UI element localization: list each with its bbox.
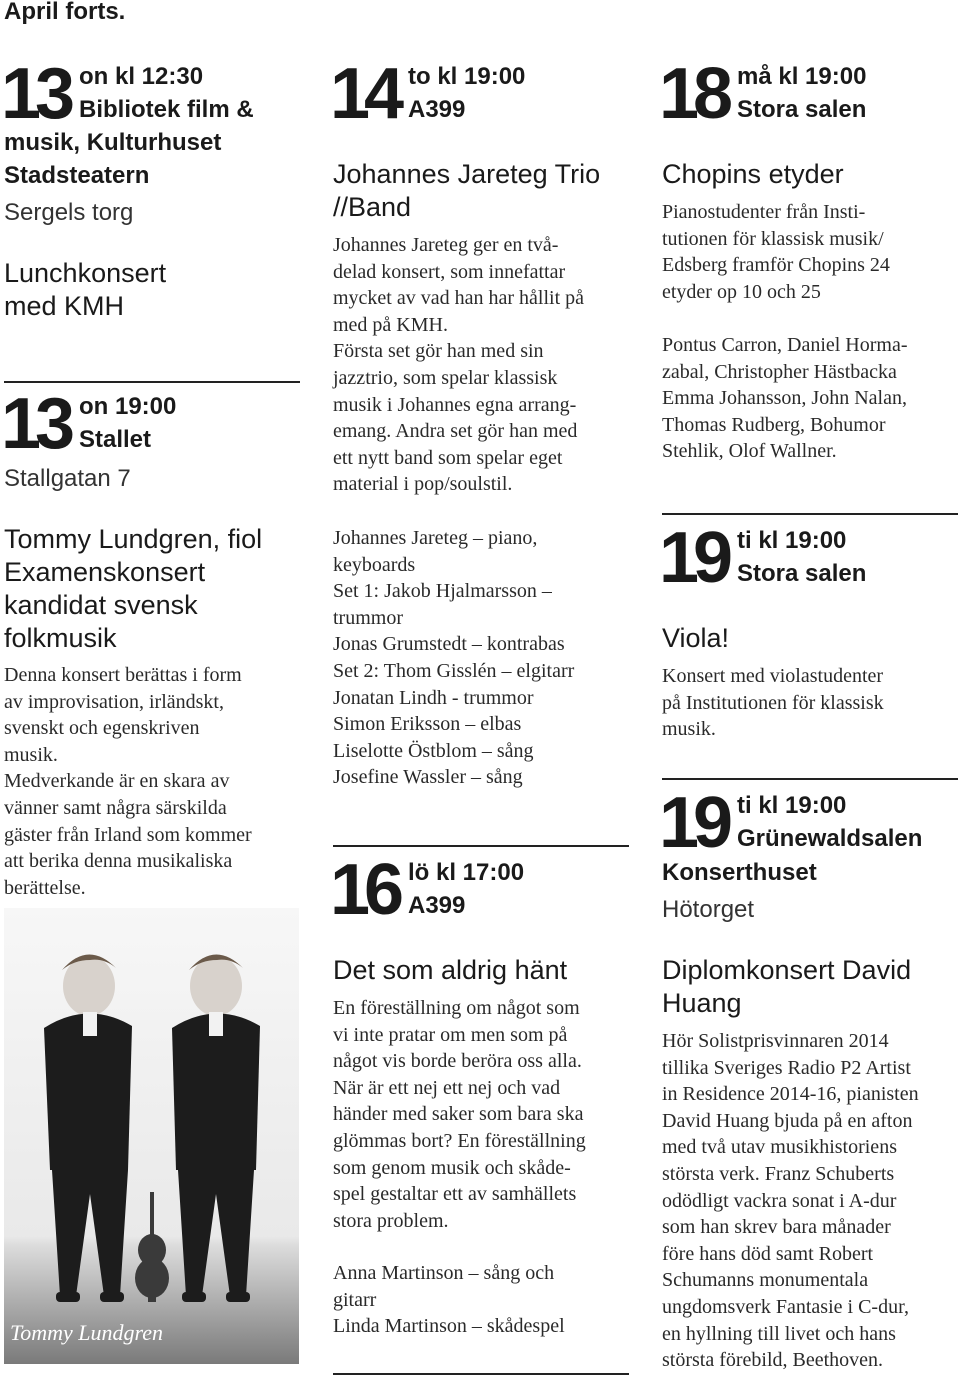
text-line: Första set gör han med sin <box>333 340 544 363</box>
text-line: som genom musik och skåde- <box>333 1156 571 1179</box>
text-line: ett nytt band som spelar eget <box>333 446 563 469</box>
event-title <box>333 954 567 987</box>
text-line: spel gestaltar ett av samhällets <box>333 1183 577 1206</box>
event-address: Sergels torg <box>4 199 134 226</box>
divider <box>662 513 958 515</box>
event-time: ti kl 19:00 <box>737 527 847 554</box>
credit-line: Johannes Jareteg – piano, <box>333 527 538 549</box>
event-time: lö kl 17:00 <box>408 859 525 886</box>
text-line: med två utav musikhistoriens <box>662 1136 897 1159</box>
divider <box>333 845 629 847</box>
event-time: on 19:00 <box>79 393 177 420</box>
event-title <box>662 622 729 655</box>
venue-line: musik, Kulturhuset <box>4 129 222 156</box>
text-line: vänner samt några särskilda <box>4 796 227 819</box>
text-line: in Residence 2014-16, pianisten <box>662 1083 919 1106</box>
credit-line: Linda Martinson – skådespel <box>333 1315 565 1338</box>
title-line: Tommy Lundgren, fiol <box>4 524 263 554</box>
event-title <box>4 523 262 655</box>
title-line: Huang <box>662 988 742 1018</box>
text-line: Schumanns monumentala <box>662 1269 869 1292</box>
title-line: Examenskonsert <box>4 557 206 587</box>
event-venue: Stora salen <box>737 560 867 587</box>
event-day-number: 18 <box>659 54 728 134</box>
event-day-number: 13 <box>1 54 70 134</box>
text-line: som han skrev bara månader <box>662 1216 891 1239</box>
event-address: Hötorget <box>662 896 755 923</box>
text-line: När är ett nej ett nej och vad <box>333 1076 561 1099</box>
event-title <box>4 257 166 323</box>
credit-line: Pontus Carron, Daniel Horma- <box>662 334 908 356</box>
text-line: glömmas bort? En föreställning <box>333 1129 586 1152</box>
text-line: emang. Andra set gör han med <box>333 420 578 443</box>
event-time: må kl 19:00 <box>737 63 867 90</box>
credit-line: Stehlik, Olof Wallner. <box>662 440 837 463</box>
text-line: tillika Sveriges Radio P2 Artist <box>662 1056 911 1079</box>
text-line: delad konsert, som innefattar <box>333 260 566 283</box>
text-line: odödligt vackra sonat i A-dur <box>662 1189 897 1212</box>
venue-line: Stadsteatern <box>4 162 150 189</box>
text-line: händer med saker som bara ska <box>333 1103 584 1126</box>
event-description <box>333 232 584 498</box>
event-time: on kl 12:30 <box>79 63 204 90</box>
venue-line: Konserthuset <box>662 859 817 886</box>
text-line: gäster från Irland som kommer <box>4 823 252 846</box>
text-line: Edsberg framför Chopins 24 <box>662 254 890 277</box>
event-venue: Stallet <box>79 426 152 453</box>
text-line: musik i Johannes egna arrang- <box>333 393 577 416</box>
text-line: Denna konsert berättas i form <box>4 664 242 686</box>
credit-line: Anna Martinson – sång och <box>333 1262 555 1284</box>
text-line: ungdomsverk Fantasie i C-dur, <box>662 1295 909 1318</box>
event-title <box>333 158 600 224</box>
event-venue: A399 <box>408 96 466 123</box>
text-line: musik. <box>662 718 716 741</box>
title-line: med KMH <box>4 291 125 321</box>
text-line: Hör Solistprisvinnaren 2014 <box>662 1030 889 1052</box>
text-line: berättelse. <box>4 876 86 899</box>
title-line: kandidat svensk <box>4 590 198 620</box>
credit-line: Josefine Wassler – sång <box>333 766 523 789</box>
event-credits <box>333 525 574 791</box>
text-line: Medverkande är en skara av <box>4 770 230 793</box>
divider <box>333 1373 629 1375</box>
text-line: Pianostudenter från Insti- <box>662 201 866 223</box>
credit-line: Set 2: Thom Gisslén – elgitarr <box>333 659 575 682</box>
event-day-number: 19 <box>659 783 728 863</box>
credit-line: Thomas Rudberg, Bohumor <box>662 413 886 436</box>
text-line: jazztrio, som spelar klassisk <box>333 366 558 389</box>
title-line: Johannes Jareteg Trio <box>333 159 601 189</box>
photo-caption: Tommy Lundgren <box>10 1320 164 1345</box>
text-line: svenskt och egenskriven <box>4 717 200 740</box>
text-line: mycket av vad han har hållit på <box>333 287 585 310</box>
event-description <box>662 663 884 743</box>
event-credits <box>333 1260 565 1340</box>
event-venue: A399 <box>408 892 466 919</box>
event-venue: Bibliotek film & <box>79 96 254 123</box>
text-line: före hans död samt Robert <box>662 1242 874 1265</box>
event-credits <box>662 332 908 465</box>
event-address: Stallgatan 7 <box>4 465 131 492</box>
event-venue-extra <box>662 856 817 889</box>
credit-line: Jonatan Lindh - trummor <box>333 686 534 709</box>
text-line: på Institutionen för klassisk <box>662 691 884 714</box>
credit-line: Simon Eriksson – elbas <box>333 713 522 736</box>
event-description <box>662 1028 919 1374</box>
text-line: vi inte pratar om men som på <box>333 1023 568 1046</box>
text-line: David Huang bjuda på en afton <box>662 1109 913 1132</box>
text-line: En föreställning om något som <box>333 997 580 1019</box>
text-line: Johannes Jareteg ger en två- <box>333 234 559 256</box>
credit-line: keyboards <box>333 553 416 576</box>
event-description <box>4 662 252 901</box>
title-line: Chopins etyder <box>662 159 844 189</box>
text-line: etyder op 10 och 25 <box>662 280 821 303</box>
photo-illustration <box>4 908 299 1364</box>
event-day-number: 14 <box>330 54 399 134</box>
event-venue-extra <box>4 126 221 192</box>
text-line: material i pop/soulstil. <box>333 473 513 496</box>
credit-line: zabal, Christopher Hästbacka <box>662 360 897 383</box>
event-day-number: 19 <box>659 518 728 598</box>
title-line: Lunchkonsert <box>4 258 167 288</box>
text-line: stora problem. <box>333 1209 449 1232</box>
text-line: Konsert med violastudenter <box>662 665 884 687</box>
credit-line: Liselotte Östblom – sång <box>333 739 534 762</box>
event-description <box>333 995 586 1234</box>
divider <box>662 778 958 780</box>
event-title <box>662 158 844 191</box>
text-line: med på KMH. <box>333 313 448 336</box>
event-title <box>662 954 911 1020</box>
title-line: Diplomkonsert David <box>662 955 912 985</box>
event-venue: Grünewaldsalen <box>737 825 923 852</box>
text-line: största förebild, Beethoven. <box>662 1349 884 1372</box>
text-line: något vis borde beröra oss alla. <box>333 1050 582 1073</box>
event-day-number: 16 <box>330 850 399 930</box>
title-line: Viola! <box>662 623 730 653</box>
credit-line: gitarr <box>333 1288 377 1311</box>
title-line: //Band <box>333 192 412 222</box>
title-line: folkmusik <box>4 623 117 653</box>
event-time: to kl 19:00 <box>408 63 526 90</box>
page-heading: April forts. <box>4 0 126 25</box>
text-line: en hyllning till livet och hans <box>662 1322 896 1345</box>
divider <box>4 381 300 383</box>
text-line: största verk. Franz Schuberts <box>662 1162 895 1185</box>
credit-line: Set 1: Jakob Hjalmarsson – <box>333 580 552 603</box>
event-day-number: 13 <box>1 384 70 464</box>
credit-line: Emma Johansson, John Nalan, <box>662 387 907 410</box>
event-venue: Stora salen <box>737 96 867 123</box>
title-line: Det som aldrig hänt <box>333 955 568 985</box>
text-line: musik. <box>4 743 58 766</box>
text-line: tutionen för klassisk musik/ <box>662 227 884 250</box>
event-photo <box>4 908 299 1364</box>
text-line: att berika denna musikaliska <box>4 850 233 873</box>
credit-line: Jonas Grumstedt – kontrabas <box>333 633 565 656</box>
credit-line: trummor <box>333 606 403 629</box>
event-description <box>662 199 890 305</box>
event-time: ti kl 19:00 <box>737 792 847 819</box>
text-line: av improvisation, irländskt, <box>4 690 224 713</box>
